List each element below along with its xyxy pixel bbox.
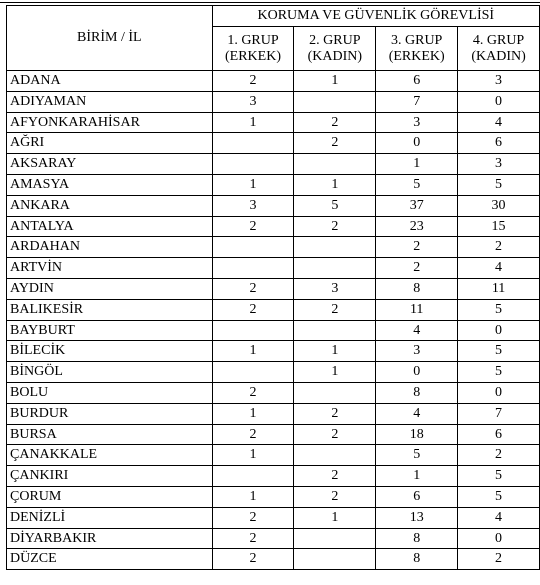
table-row	[7, 341, 540, 362]
group-2-cell: 2	[294, 424, 376, 445]
group-4-cell: 5	[458, 486, 540, 507]
province-cell: AMASYA	[7, 174, 213, 195]
table-row	[7, 195, 540, 216]
province-cell: ARTVİN	[7, 258, 213, 279]
group-4-cell: 7	[458, 403, 540, 424]
header-group-3: 3. GRUP (ERKEK)	[376, 27, 458, 71]
table-body	[7, 71, 540, 570]
table-row	[7, 237, 540, 258]
province-cell: ÇORUM	[7, 486, 213, 507]
group-3-cell: 4	[376, 403, 458, 424]
table-row	[7, 424, 540, 445]
group-1-cell: 1	[212, 403, 294, 424]
group-4-cell: 2	[458, 549, 540, 570]
group-4-cell: 5	[458, 362, 540, 383]
group-4-cell: 6	[458, 424, 540, 445]
group-2-cell: 1	[294, 362, 376, 383]
group-2-cell	[294, 154, 376, 175]
group-1-cell: 2	[212, 528, 294, 549]
province-cell: AFYONKARAHİSAR	[7, 112, 213, 133]
group-2-cell: 1	[294, 507, 376, 528]
table-row	[7, 466, 540, 487]
group-2-cell	[294, 320, 376, 341]
province-cell: BİLECİK	[7, 341, 213, 362]
group-2-cell: 1	[294, 174, 376, 195]
group-2-cell: 5	[294, 195, 376, 216]
group-4-cell: 5	[458, 341, 540, 362]
group-3-cell: 1	[376, 466, 458, 487]
quota-table	[6, 5, 540, 570]
province-cell: BALIKESİR	[7, 299, 213, 320]
group-4-cell: 0	[458, 382, 540, 403]
group-1-cell: 2	[212, 216, 294, 237]
group-3-cell: 13	[376, 507, 458, 528]
group-3-cell: 2	[376, 258, 458, 279]
group-2-cell: 3	[294, 278, 376, 299]
table-row	[7, 445, 540, 466]
group-2-cell	[294, 445, 376, 466]
group-2-cell	[294, 91, 376, 112]
group-4-cell: 4	[458, 507, 540, 528]
province-cell: ANTALYA	[7, 216, 213, 237]
header-group-title: KORUMA VE GÜVENLİK GÖREVLİSİ	[212, 6, 539, 27]
group-1-cell	[212, 258, 294, 279]
province-cell: DÜZCE	[7, 549, 213, 570]
group-2-cell	[294, 382, 376, 403]
group-1-cell: 1	[212, 486, 294, 507]
group-4-cell: 4	[458, 112, 540, 133]
group-3-cell: 2	[376, 237, 458, 258]
group-2-cell: 2	[294, 466, 376, 487]
province-cell: ADANA	[7, 71, 213, 92]
province-cell: DENİZLİ	[7, 507, 213, 528]
group-3-cell: 8	[376, 382, 458, 403]
group-2-cell	[294, 549, 376, 570]
group-4-cell: 0	[458, 91, 540, 112]
group-3-cell: 18	[376, 424, 458, 445]
group-3-cell: 3	[376, 341, 458, 362]
table-row	[7, 362, 540, 383]
group-2-cell: 2	[294, 299, 376, 320]
group-1-cell	[212, 466, 294, 487]
group-1-cell: 1	[212, 174, 294, 195]
province-cell: BOLU	[7, 382, 213, 403]
group-1-cell	[212, 362, 294, 383]
group-1-cell: 2	[212, 299, 294, 320]
group-1-cell: 2	[212, 507, 294, 528]
table-row	[7, 549, 540, 570]
group-1-cell: 1	[212, 341, 294, 362]
group-4-cell: 2	[458, 237, 540, 258]
table-row	[7, 299, 540, 320]
province-cell: DİYARBAKIR	[7, 528, 213, 549]
group-1-cell	[212, 154, 294, 175]
group-3-cell: 3	[376, 112, 458, 133]
group-2-cell: 2	[294, 486, 376, 507]
table-row	[7, 91, 540, 112]
group-1-cell: 3	[212, 195, 294, 216]
group-3-cell: 6	[376, 71, 458, 92]
group-3-cell: 0	[376, 362, 458, 383]
group-4-cell: 4	[458, 258, 540, 279]
group-3-cell: 8	[376, 528, 458, 549]
group-1-cell	[212, 237, 294, 258]
group-2-cell: 2	[294, 403, 376, 424]
group-1-cell: 1	[212, 112, 294, 133]
group-1-cell: 2	[212, 549, 294, 570]
group-3-cell: 8	[376, 278, 458, 299]
group-1-cell: 2	[212, 424, 294, 445]
province-cell: BURSA	[7, 424, 213, 445]
table-row	[7, 382, 540, 403]
group-2-cell: 2	[294, 112, 376, 133]
table-row	[7, 528, 540, 549]
header-group-1: 1. GRUP (ERKEK)	[212, 27, 294, 71]
header-group-4: 4. GRUP (KADIN)	[458, 27, 540, 71]
table-row	[7, 174, 540, 195]
table-row	[7, 278, 540, 299]
table-row	[7, 258, 540, 279]
province-cell: BİNGÖL	[7, 362, 213, 383]
group-2-cell: 2	[294, 133, 376, 154]
group-2-cell: 2	[294, 216, 376, 237]
group-1-cell: 2	[212, 382, 294, 403]
group-3-cell: 23	[376, 216, 458, 237]
group-3-cell: 6	[376, 486, 458, 507]
group-4-cell: 5	[458, 466, 540, 487]
group-3-cell: 11	[376, 299, 458, 320]
group-4-cell: 5	[458, 299, 540, 320]
group-3-cell: 5	[376, 445, 458, 466]
group-1-cell: 2	[212, 278, 294, 299]
province-cell: ADIYAMAN	[7, 91, 213, 112]
header-birim: BİRİM / İL	[7, 6, 213, 71]
table-row	[7, 320, 540, 341]
province-cell: AKSARAY	[7, 154, 213, 175]
group-1-cell: 1	[212, 445, 294, 466]
table-row	[7, 71, 540, 92]
header-group-2: 2. GRUP (KADIN)	[294, 27, 376, 71]
group-2-cell: 1	[294, 71, 376, 92]
province-cell: ÇANKIRI	[7, 466, 213, 487]
group-4-cell: 11	[458, 278, 540, 299]
top-rule	[0, 2, 540, 3]
group-2-cell	[294, 258, 376, 279]
group-2-cell: 1	[294, 341, 376, 362]
group-4-cell: 0	[458, 320, 540, 341]
province-cell: BAYBURT	[7, 320, 213, 341]
table-row	[7, 216, 540, 237]
province-cell: BURDUR	[7, 403, 213, 424]
province-cell: ARDAHAN	[7, 237, 213, 258]
group-3-cell: 4	[376, 320, 458, 341]
table-row	[7, 486, 540, 507]
group-4-cell: 30	[458, 195, 540, 216]
group-2-cell	[294, 528, 376, 549]
group-3-cell: 5	[376, 174, 458, 195]
province-cell: ANKARA	[7, 195, 213, 216]
group-4-cell: 3	[458, 154, 540, 175]
group-1-cell	[212, 320, 294, 341]
table-row	[7, 112, 540, 133]
group-3-cell: 8	[376, 549, 458, 570]
group-4-cell: 6	[458, 133, 540, 154]
group-3-cell: 0	[376, 133, 458, 154]
province-cell: AĞRI	[7, 133, 213, 154]
table-row	[7, 133, 540, 154]
group-3-cell: 7	[376, 91, 458, 112]
province-cell: AYDIN	[7, 278, 213, 299]
group-3-cell: 1	[376, 154, 458, 175]
group-2-cell	[294, 237, 376, 258]
table-row	[7, 403, 540, 424]
province-cell: ÇANAKKALE	[7, 445, 213, 466]
table-row	[7, 154, 540, 175]
group-1-cell: 3	[212, 91, 294, 112]
group-4-cell: 15	[458, 216, 540, 237]
group-4-cell: 3	[458, 71, 540, 92]
group-1-cell: 2	[212, 71, 294, 92]
table-row	[7, 507, 540, 528]
group-3-cell: 37	[376, 195, 458, 216]
group-4-cell: 2	[458, 445, 540, 466]
group-4-cell: 5	[458, 174, 540, 195]
group-1-cell	[212, 133, 294, 154]
group-4-cell: 0	[458, 528, 540, 549]
